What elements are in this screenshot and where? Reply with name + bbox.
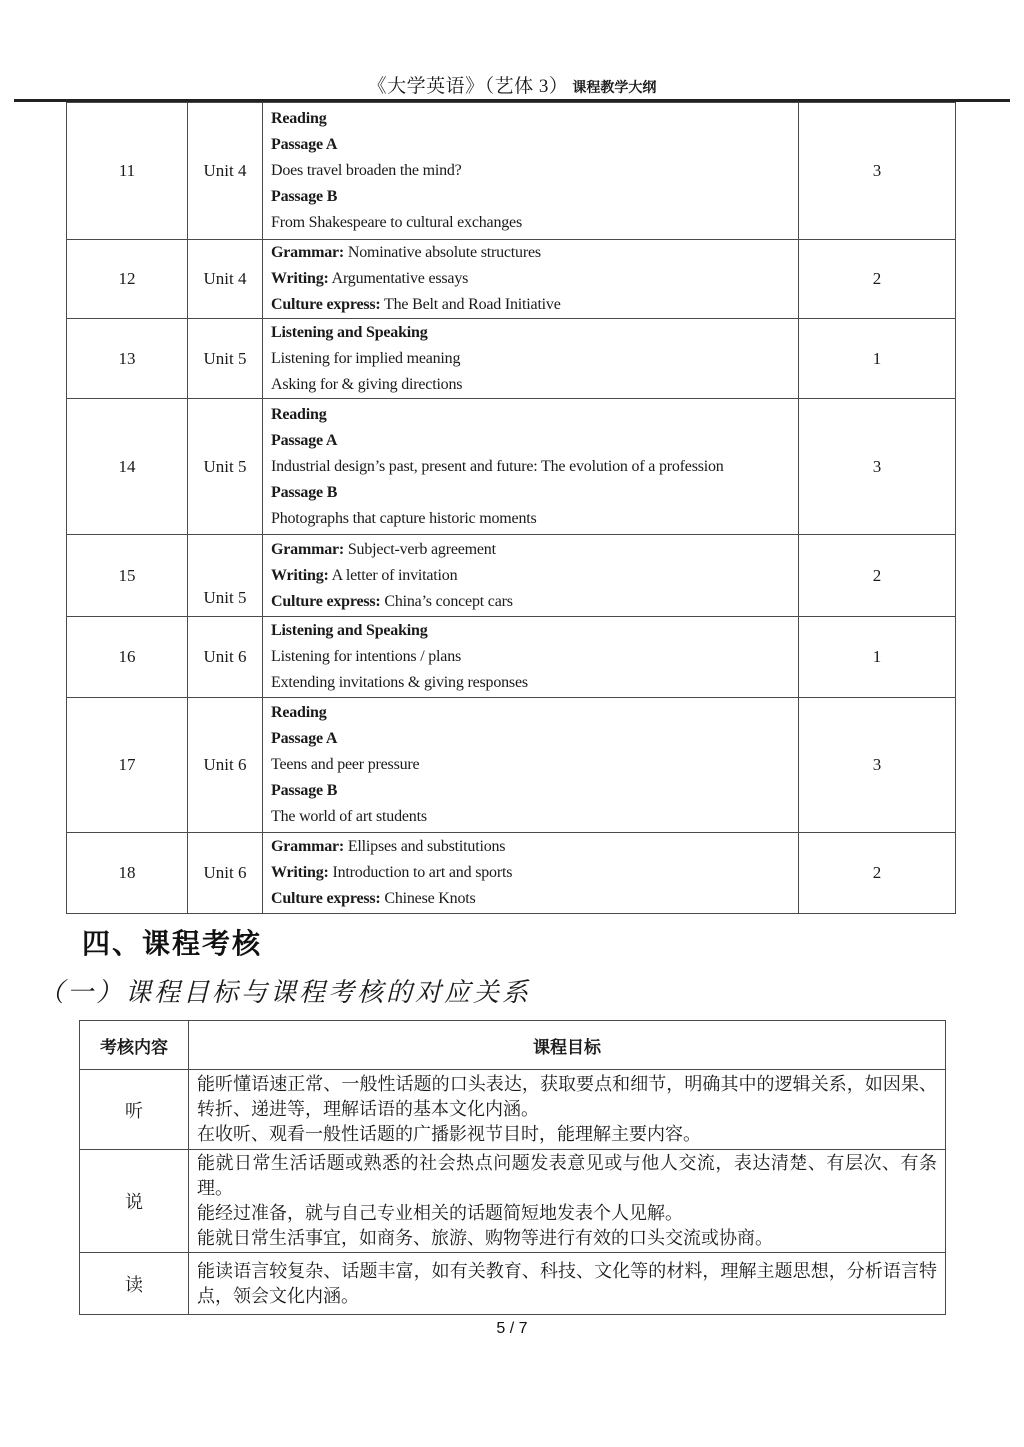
hours-cell: 2	[799, 535, 956, 617]
schedule-row	[67, 617, 956, 698]
content-label: Reading	[271, 405, 327, 423]
section-heading: 四、课程考核	[82, 928, 263, 959]
schedule-row	[67, 240, 956, 319]
document-header	[0, 71, 1024, 98]
section-subheading: （一）课程目标与课程考核的对应关系	[38, 978, 532, 1007]
schedule-row	[67, 833, 956, 914]
assessment-row	[80, 1150, 946, 1253]
objective-paragraph: 能读语言较复杂、话题丰富，如有关教育、科技、文化等的材料，理解主题思想，分析语言特点，领会文化内涵。	[197, 1260, 937, 1306]
content-line	[271, 506, 796, 532]
content-line	[271, 106, 796, 132]
content-cell	[263, 103, 799, 240]
content-label: Grammar:	[271, 244, 345, 261]
content-label: Culture express:	[271, 592, 381, 610]
unit-cell: Unit 5	[188, 319, 263, 399]
hours-cell: 3	[799, 698, 956, 833]
content-cell	[263, 240, 799, 319]
objective-paragraph: 能听懂语速正常、一般性话题的口头表达，获取要点和细节，明确其中的逻辑关系，如因果、转折、递进等，理解话语的基本文化内涵。	[197, 1074, 937, 1119]
content-label: Culture express:	[271, 296, 381, 313]
assessment-header-objectives: 课程目标	[189, 1021, 946, 1070]
content-text: China’s concept cars	[380, 592, 513, 610]
content-text: Listening for implied meaning	[271, 349, 461, 367]
content-line	[271, 132, 796, 158]
objectives-cell	[189, 1253, 946, 1315]
content-cell	[263, 617, 799, 698]
objectives-cell	[189, 1070, 946, 1150]
assessment-row	[80, 1070, 946, 1150]
content-text: Does travel broaden the mind?	[271, 162, 462, 179]
hours-cell: 1	[799, 617, 956, 698]
content-label: Grammar:	[271, 838, 345, 855]
content-line	[271, 346, 796, 372]
hours-cell: 3	[799, 399, 956, 535]
content-cell	[263, 535, 799, 617]
content-cell	[263, 698, 799, 833]
week-cell: 17	[67, 698, 188, 833]
content-label: Writing:	[271, 566, 329, 584]
content-text: Listening for intentions / plans	[271, 648, 462, 665]
content-label: Listening and Speaking	[271, 323, 428, 341]
content-label: Writing:	[271, 270, 329, 287]
content-text: Extending invitations & giving responses	[271, 674, 528, 691]
schedule-row	[67, 698, 956, 833]
unit-cell: Unit 6	[188, 617, 263, 698]
page-number: 5 / 7	[496, 1320, 528, 1337]
content-label: Passage A	[271, 431, 338, 449]
content-label: Reading	[271, 110, 327, 127]
unit-cell: Unit 4	[188, 240, 263, 319]
content-text: Nominative absolute structures	[344, 244, 541, 261]
content-cell	[263, 833, 799, 914]
content-text: Photographs that capture historic moments	[271, 509, 537, 527]
content-line	[271, 184, 796, 210]
content-line	[271, 618, 796, 644]
content-label: Reading	[271, 704, 327, 721]
content-text: A letter of invitation	[328, 566, 458, 584]
week-cell: 14	[67, 399, 188, 535]
assessment-table	[79, 1020, 946, 1315]
week-cell: 15	[67, 535, 188, 617]
content-text: Argumentative essays	[328, 270, 469, 287]
content-cell	[263, 399, 799, 535]
content-line	[271, 804, 796, 830]
schedule-row	[67, 399, 956, 535]
content-line	[271, 589, 796, 615]
content-text: The Belt and Road Initiative	[380, 296, 561, 313]
content-text: From Shakespeare to cultural exchanges	[271, 214, 522, 231]
content-line	[271, 644, 796, 670]
content-line	[271, 563, 796, 589]
schedule-row	[67, 535, 956, 617]
content-line	[271, 480, 796, 506]
assessment-header-content: 考核内容	[80, 1021, 189, 1070]
content-line	[271, 158, 796, 184]
schedule-row	[67, 103, 956, 240]
content-line	[271, 454, 796, 480]
content-label: Passage B	[271, 782, 338, 799]
content-label: Grammar:	[271, 540, 345, 558]
unit-cell: Unit 6	[188, 698, 263, 833]
content-text: Chinese Knots	[380, 890, 476, 907]
content-line	[271, 860, 796, 886]
content-label: Writing:	[271, 864, 329, 881]
content-label: Passage A	[271, 136, 338, 153]
content-text: Teens and peer pressure	[271, 756, 420, 773]
objective-paragraph: 能经过准备，就与自己专业相关的话题简短地发表个人见解。	[197, 1203, 683, 1223]
schedule-row	[67, 319, 956, 399]
unit-cell: Unit 5	[188, 535, 263, 617]
content-label: Culture express:	[271, 890, 381, 907]
content-line	[271, 428, 796, 454]
content-line	[271, 537, 796, 563]
content-line	[271, 240, 796, 266]
skill-cell: 说	[80, 1150, 189, 1253]
content-text: Asking for & giving directions	[271, 375, 463, 393]
week-cell: 18	[67, 833, 188, 914]
content-line	[271, 834, 796, 860]
skill-cell: 读	[80, 1253, 189, 1315]
unit-cell: Unit 4	[188, 103, 263, 240]
week-cell: 13	[67, 319, 188, 399]
content-text: Ellipses and substitutions	[344, 838, 506, 855]
content-label: Listening and Speaking	[271, 622, 428, 639]
content-text: Introduction to art and sports	[328, 864, 513, 881]
content-line	[271, 292, 796, 318]
content-text: The world of art students	[271, 808, 427, 825]
content-label: Passage B	[271, 188, 338, 205]
assessment-header-row	[80, 1021, 946, 1070]
hours-cell: 1	[799, 319, 956, 399]
week-cell: 16	[67, 617, 188, 698]
content-text: Industrial design’s past, present and future: The evolution of a profession	[271, 457, 724, 475]
content-line	[271, 752, 796, 778]
objective-paragraph: 在收听、观看一般性话题的广播影视节目时，能理解主要内容。	[197, 1124, 701, 1144]
content-line	[271, 266, 796, 292]
content-label: Passage B	[271, 483, 338, 501]
skill-cell: 听	[80, 1070, 189, 1150]
content-line	[271, 700, 796, 726]
schedule-table	[66, 102, 956, 914]
hours-cell: 3	[799, 103, 956, 240]
document-title: 《大学英语》（艺体 3）	[367, 76, 569, 97]
objective-paragraph: 能就日常生活事宜，如商务、旅游、购物等进行有效的口头交流或协商。	[197, 1228, 773, 1248]
content-label: Passage A	[271, 730, 338, 747]
hours-cell: 2	[799, 833, 956, 914]
objective-paragraph: 能就日常生活话题或熟悉的社会热点问题发表意见或与他人交流，表达清楚、有层次、有条理。	[197, 1153, 937, 1198]
week-cell: 12	[67, 240, 188, 319]
content-cell	[263, 319, 799, 399]
content-line	[271, 726, 796, 752]
content-line	[271, 778, 796, 804]
content-line	[271, 210, 796, 236]
content-line	[271, 670, 796, 696]
content-line	[271, 886, 796, 912]
unit-cell: Unit 5	[188, 399, 263, 535]
hours-cell: 2	[799, 240, 956, 319]
document-title-suffix: 课程教学大纲	[572, 79, 657, 95]
objectives-cell	[189, 1150, 946, 1253]
content-line	[271, 372, 796, 398]
unit-cell: Unit 6	[188, 833, 263, 914]
assessment-row	[80, 1253, 946, 1315]
content-line	[271, 402, 796, 428]
content-text: Subject-verb agreement	[344, 540, 496, 558]
content-line	[271, 320, 796, 346]
week-cell: 11	[67, 103, 188, 240]
